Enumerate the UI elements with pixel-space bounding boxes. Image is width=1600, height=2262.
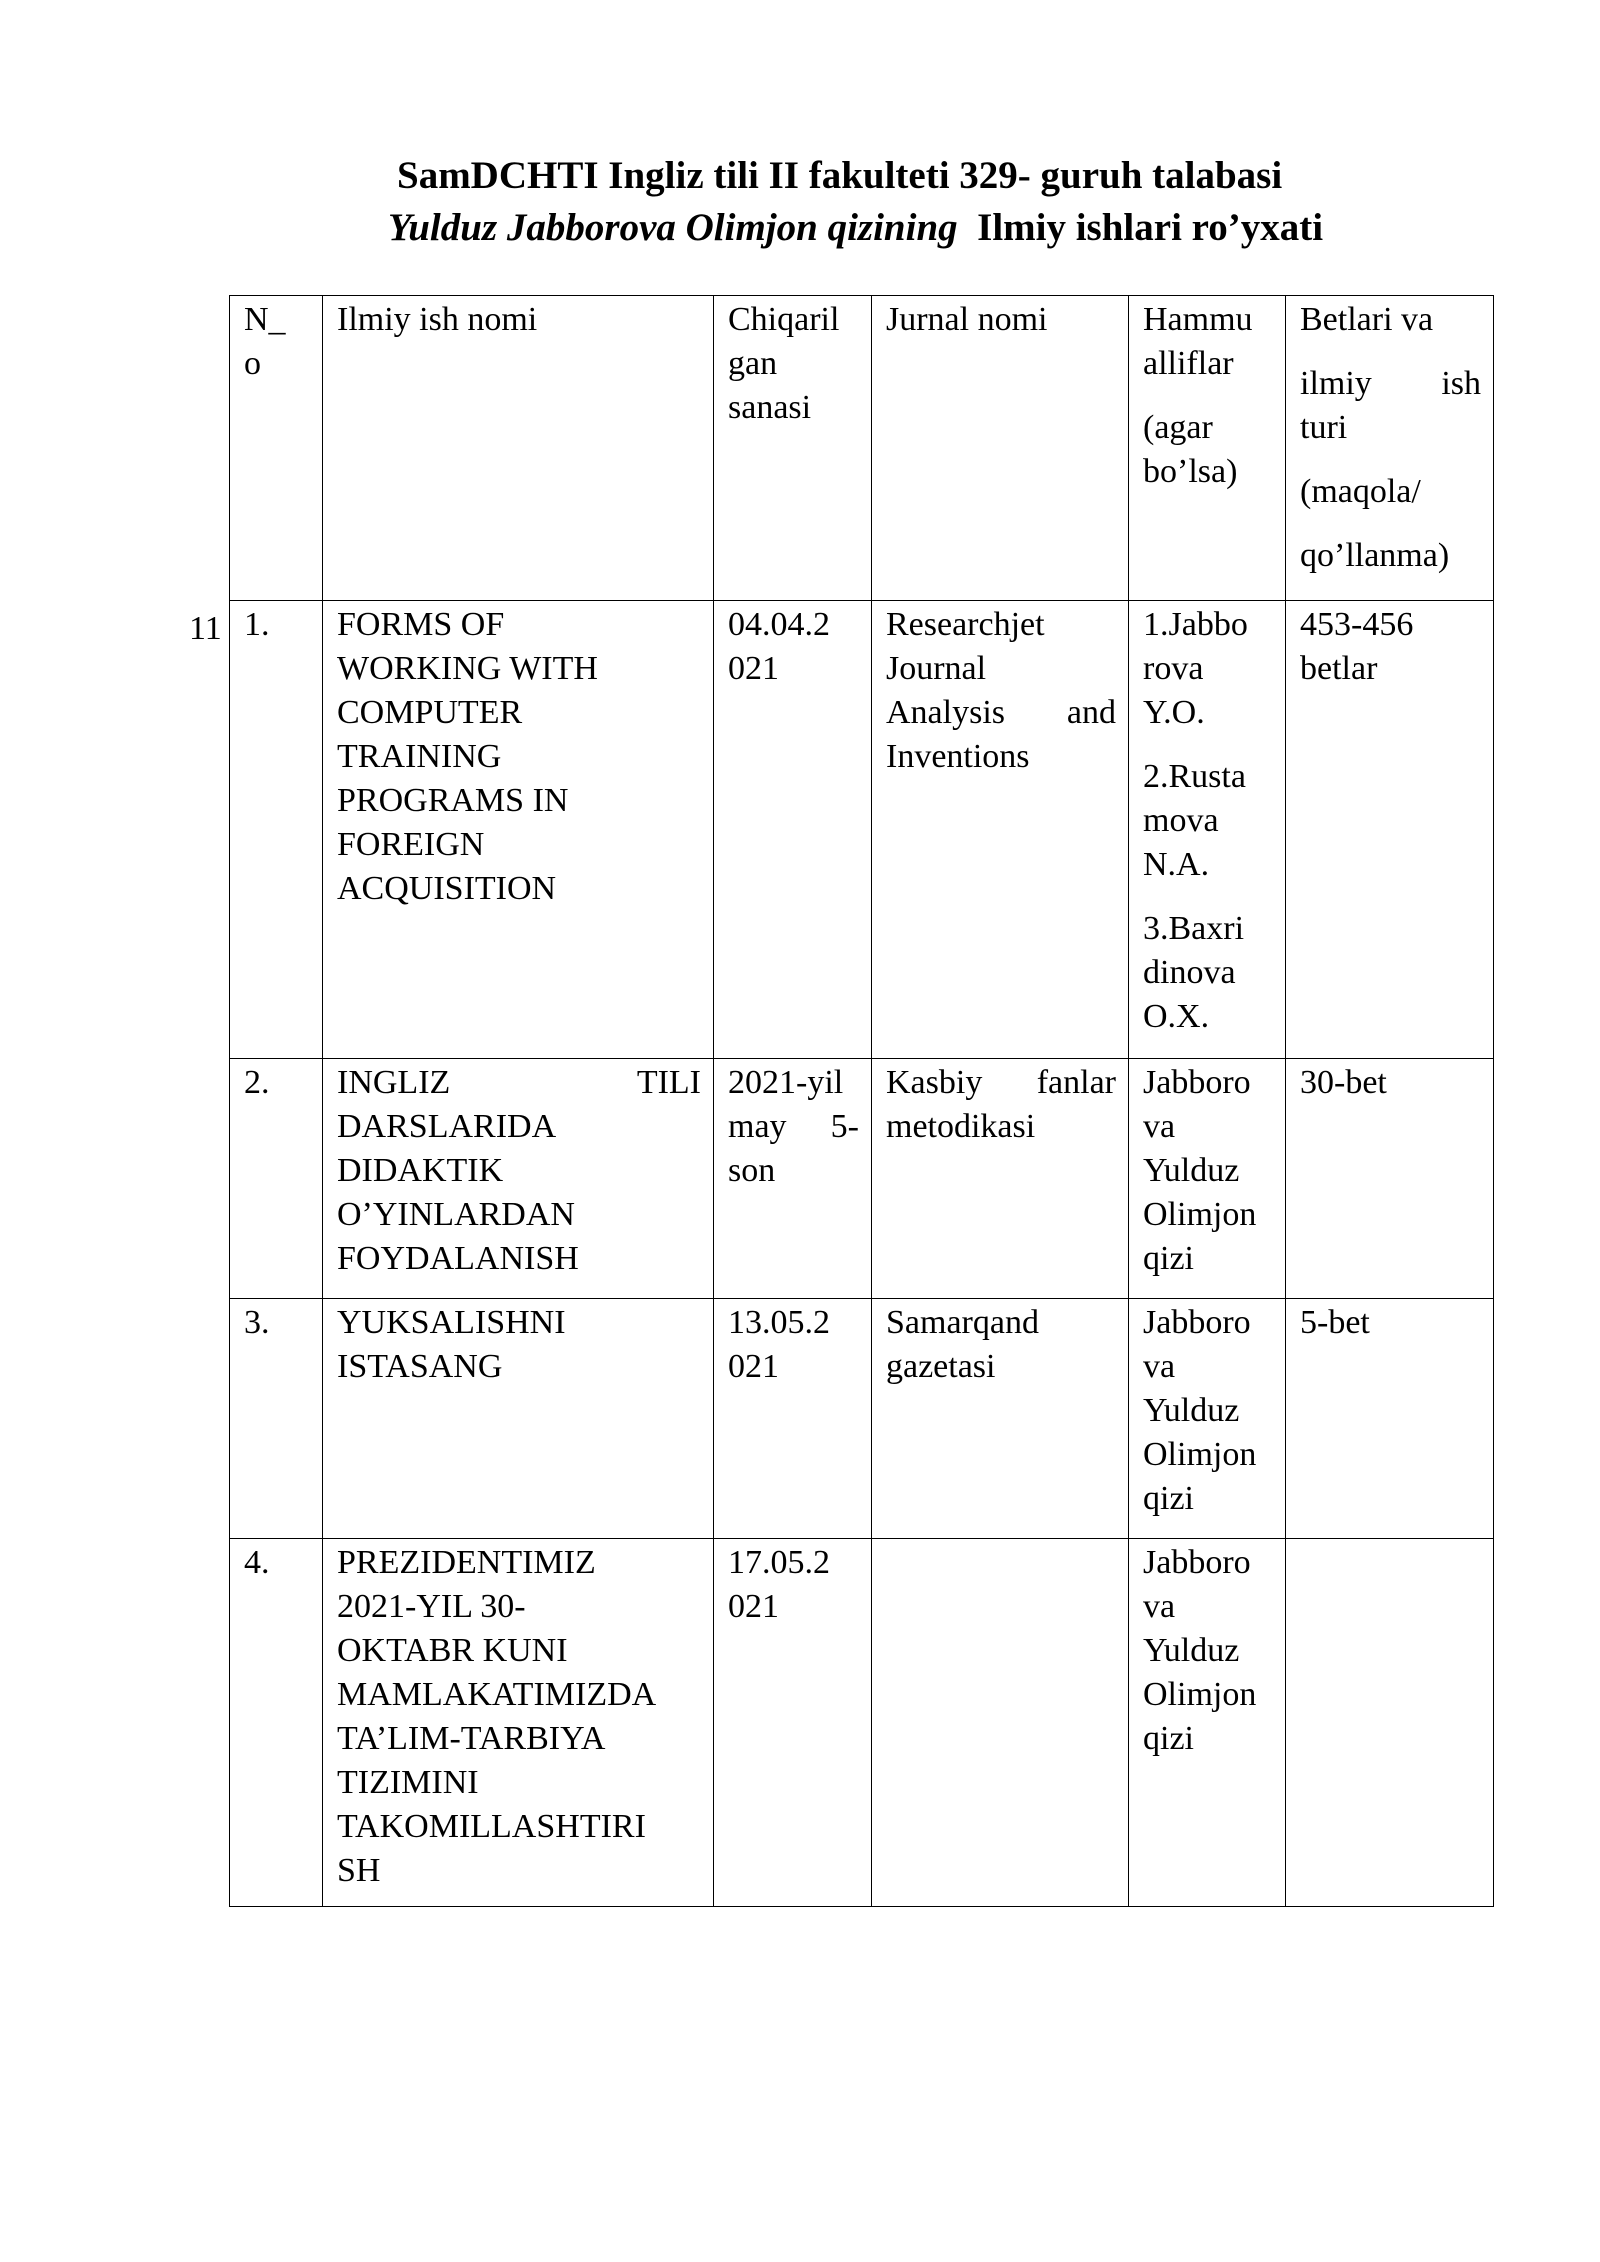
cell-no: 1. <box>230 601 323 1059</box>
cell-journal: Samarqand gazetasi <box>872 1299 1129 1539</box>
cell-pages: 453-456 betlar <box>1286 601 1494 1059</box>
header-pages-note2: qo’llanma) <box>1300 537 1450 574</box>
table-row <box>230 1299 1494 1539</box>
header-row <box>230 296 1494 601</box>
cell-no: 2. <box>230 1059 323 1299</box>
cell-pages <box>1286 1539 1494 1907</box>
header-pages-line1: Betlari va <box>1300 301 1434 338</box>
cell-journal: Researchjet Journal Analysis and Inventions <box>872 601 1129 1059</box>
header-pages: Betlari va ilmiy ish turi (maqola/ qo’llanma) <box>1286 296 1494 601</box>
table-row <box>230 1059 1494 1299</box>
cell-coauthors: Jabboro va Yulduz Olimjon qizi <box>1129 1539 1286 1907</box>
cell-coauthors: 1.Jabbo rova Y.O. 2.Rusta mova N.A. 3.Baxri dinova O.X. <box>1129 601 1286 1059</box>
cell-journal: Kasbiy fanlar metodikasi <box>872 1059 1129 1299</box>
header-no: N_ o <box>230 296 323 601</box>
works-table <box>229 295 1494 1907</box>
margin-mark: 11 <box>189 610 222 647</box>
table-row <box>230 1539 1494 1907</box>
cell-date: 17.05.2 021 <box>714 1539 872 1907</box>
cell-name: FORMS OF WORKING WITH COMPUTER TRAINING PROGRAMS IN FOREIGN ACQUISITION <box>323 601 714 1059</box>
cell-name: INGLIZ TILI DARSLARIDA DIDAKTIK O’YINLARDAN FOYDALANISH <box>323 1059 714 1299</box>
cell-no: 4. <box>230 1539 323 1907</box>
cell-pages: 5-bet <box>1286 1299 1494 1539</box>
cell-date: 2021-yil may 5- son <box>714 1059 872 1299</box>
cell-name: YUKSALISHNI ISTASANG <box>323 1299 714 1539</box>
header-date: Chiqaril gan sanasi <box>714 296 872 601</box>
header-pages-note: (maqola/ <box>1300 473 1421 510</box>
header-journal: Jurnal nomi <box>872 296 1129 601</box>
header-coauthors: Hammu alliflar (agar bo’lsa) <box>1129 296 1286 601</box>
cell-pages: 30-bet <box>1286 1059 1494 1299</box>
cell-journal <box>872 1539 1129 1907</box>
cell-date: 13.05.2 021 <box>714 1299 872 1539</box>
student-name: Yulduz Jabborova Olimjon qizining <box>388 206 958 249</box>
subtitle-rest: Ilmiy ishlari ro’yxati <box>977 206 1324 249</box>
cell-no: 3. <box>230 1299 323 1539</box>
table-row <box>230 601 1494 1059</box>
header-pages-line2a: ilmiy ish <box>1300 365 1481 402</box>
document-title: SamDCHTI Ingliz tili II fakulteti 329- guruh talabasi <box>397 154 1283 197</box>
cell-coauthors: Jabboro va Yulduz Olimjon qizi <box>1129 1059 1286 1299</box>
cell-name: PREZIDENTIMIZ 2021-YIL 30- OKTABR KUNI MAMLAKATIMIZDA TA’LIM-TARBIYA TIZIMINI TAKOMILLASHTIRI SH <box>323 1539 714 1907</box>
cell-coauthors: Jabboro va Yulduz Olimjon qizi <box>1129 1299 1286 1539</box>
header-name: Ilmiy ish nomi <box>323 296 714 601</box>
cell-date: 04.04.2 021 <box>714 601 872 1059</box>
document-subtitle <box>388 204 1600 252</box>
